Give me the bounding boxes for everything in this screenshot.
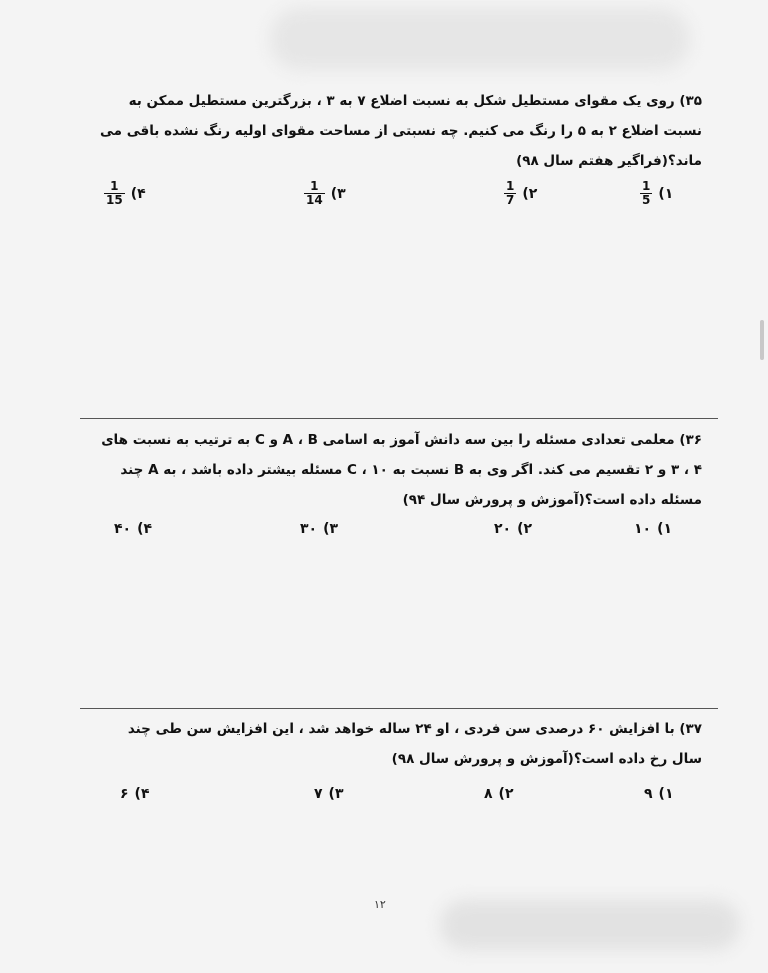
option-value: ۹	[644, 786, 653, 802]
option-3[interactable]	[304, 180, 346, 207]
fraction-denominator: 15	[106, 193, 123, 208]
question-text: ۳۶) معلمی تعدادی مسئله را بین سه دانش آموز به اسامی A ، B و C به ترتیب به نسبت های ۴ ، ۳ و ۲ تقسیم می کند. اگر وی به B نسبت به C ، ۱۰ مسئله بیشتر داده باشد ، به A چند مسئله داده است؟(آموزش و پرورش سال ۹۴)	[101, 432, 702, 508]
blurred-header-region	[270, 8, 690, 70]
option-4[interactable]	[120, 786, 150, 802]
page-edge-mark	[760, 320, 764, 360]
answer-options	[94, 521, 702, 561]
option-value: ۲۰	[494, 521, 512, 537]
question-37	[94, 714, 702, 826]
question-text: ۳۵) روی یک مقوای مستطیل شکل به نسبت اضلاع ۷ به ۳ ، بزرگترین مستطیل ممکن به نسبت اضلاع ۲ به ۵ را رنگ می کنیم. چه نسبتی از مساحت مقوای اولیه رنگ نشده باقی می ماند؟(فراگیر هفتم سال ۹۸)	[100, 93, 702, 169]
fraction-numerator: 1	[310, 179, 319, 193]
option-value: ۴۰	[114, 521, 132, 537]
question-36	[94, 425, 702, 561]
question-35	[94, 86, 702, 220]
option-label: ۱)	[658, 786, 674, 802]
option-4[interactable]	[104, 180, 146, 207]
option-label: ۲)	[517, 521, 533, 537]
option-3[interactable]	[314, 786, 344, 802]
fraction-numerator: 1	[506, 179, 515, 193]
option-fraction	[304, 180, 325, 207]
option-2[interactable]	[504, 180, 537, 207]
option-label: ۲)	[498, 786, 514, 802]
option-2[interactable]	[484, 786, 514, 802]
option-4[interactable]	[114, 521, 152, 537]
option-2[interactable]	[494, 521, 532, 537]
fraction-numerator: 1	[110, 179, 119, 193]
option-value: ۳۰	[300, 521, 318, 537]
option-3[interactable]	[300, 521, 338, 537]
option-label: ۳)	[323, 521, 339, 537]
option-value: ۶	[120, 786, 129, 802]
question-text: ۳۷) با افزایش ۶۰ درصدی سن فردی ، او ۲۴ ساله خواهد شد ، این افزایش سن طی چند سال رخ داده است؟(آموزش و پرورش سال ۹۸)	[127, 721, 702, 767]
option-value: ۷	[314, 786, 323, 802]
option-1[interactable]	[644, 786, 674, 802]
option-label: ۱)	[658, 185, 674, 202]
option-fraction	[104, 180, 125, 207]
divider	[80, 708, 718, 709]
fraction-denominator: 5	[642, 193, 651, 208]
option-value: ۸	[484, 786, 493, 802]
option-value: ۱۰	[634, 521, 652, 537]
blurred-footer-region	[440, 900, 740, 950]
option-label: ۱)	[657, 521, 673, 537]
option-label: ۴)	[137, 521, 153, 537]
option-1[interactable]	[634, 521, 672, 537]
answer-options	[94, 786, 702, 826]
option-label: ۴)	[134, 786, 150, 802]
fraction-denominator: 7	[506, 193, 515, 208]
fraction-numerator: 1	[642, 179, 651, 193]
option-label: ۲)	[522, 185, 538, 202]
option-fraction	[640, 180, 652, 207]
page-number: ۱۲	[374, 898, 386, 911]
option-label: ۳)	[330, 185, 346, 202]
option-label: ۴)	[130, 185, 146, 202]
option-1[interactable]	[640, 180, 673, 207]
fraction-denominator: 14	[306, 193, 323, 208]
option-label: ۳)	[328, 786, 344, 802]
divider	[80, 418, 718, 419]
answer-options	[94, 180, 702, 220]
option-fraction	[504, 180, 516, 207]
